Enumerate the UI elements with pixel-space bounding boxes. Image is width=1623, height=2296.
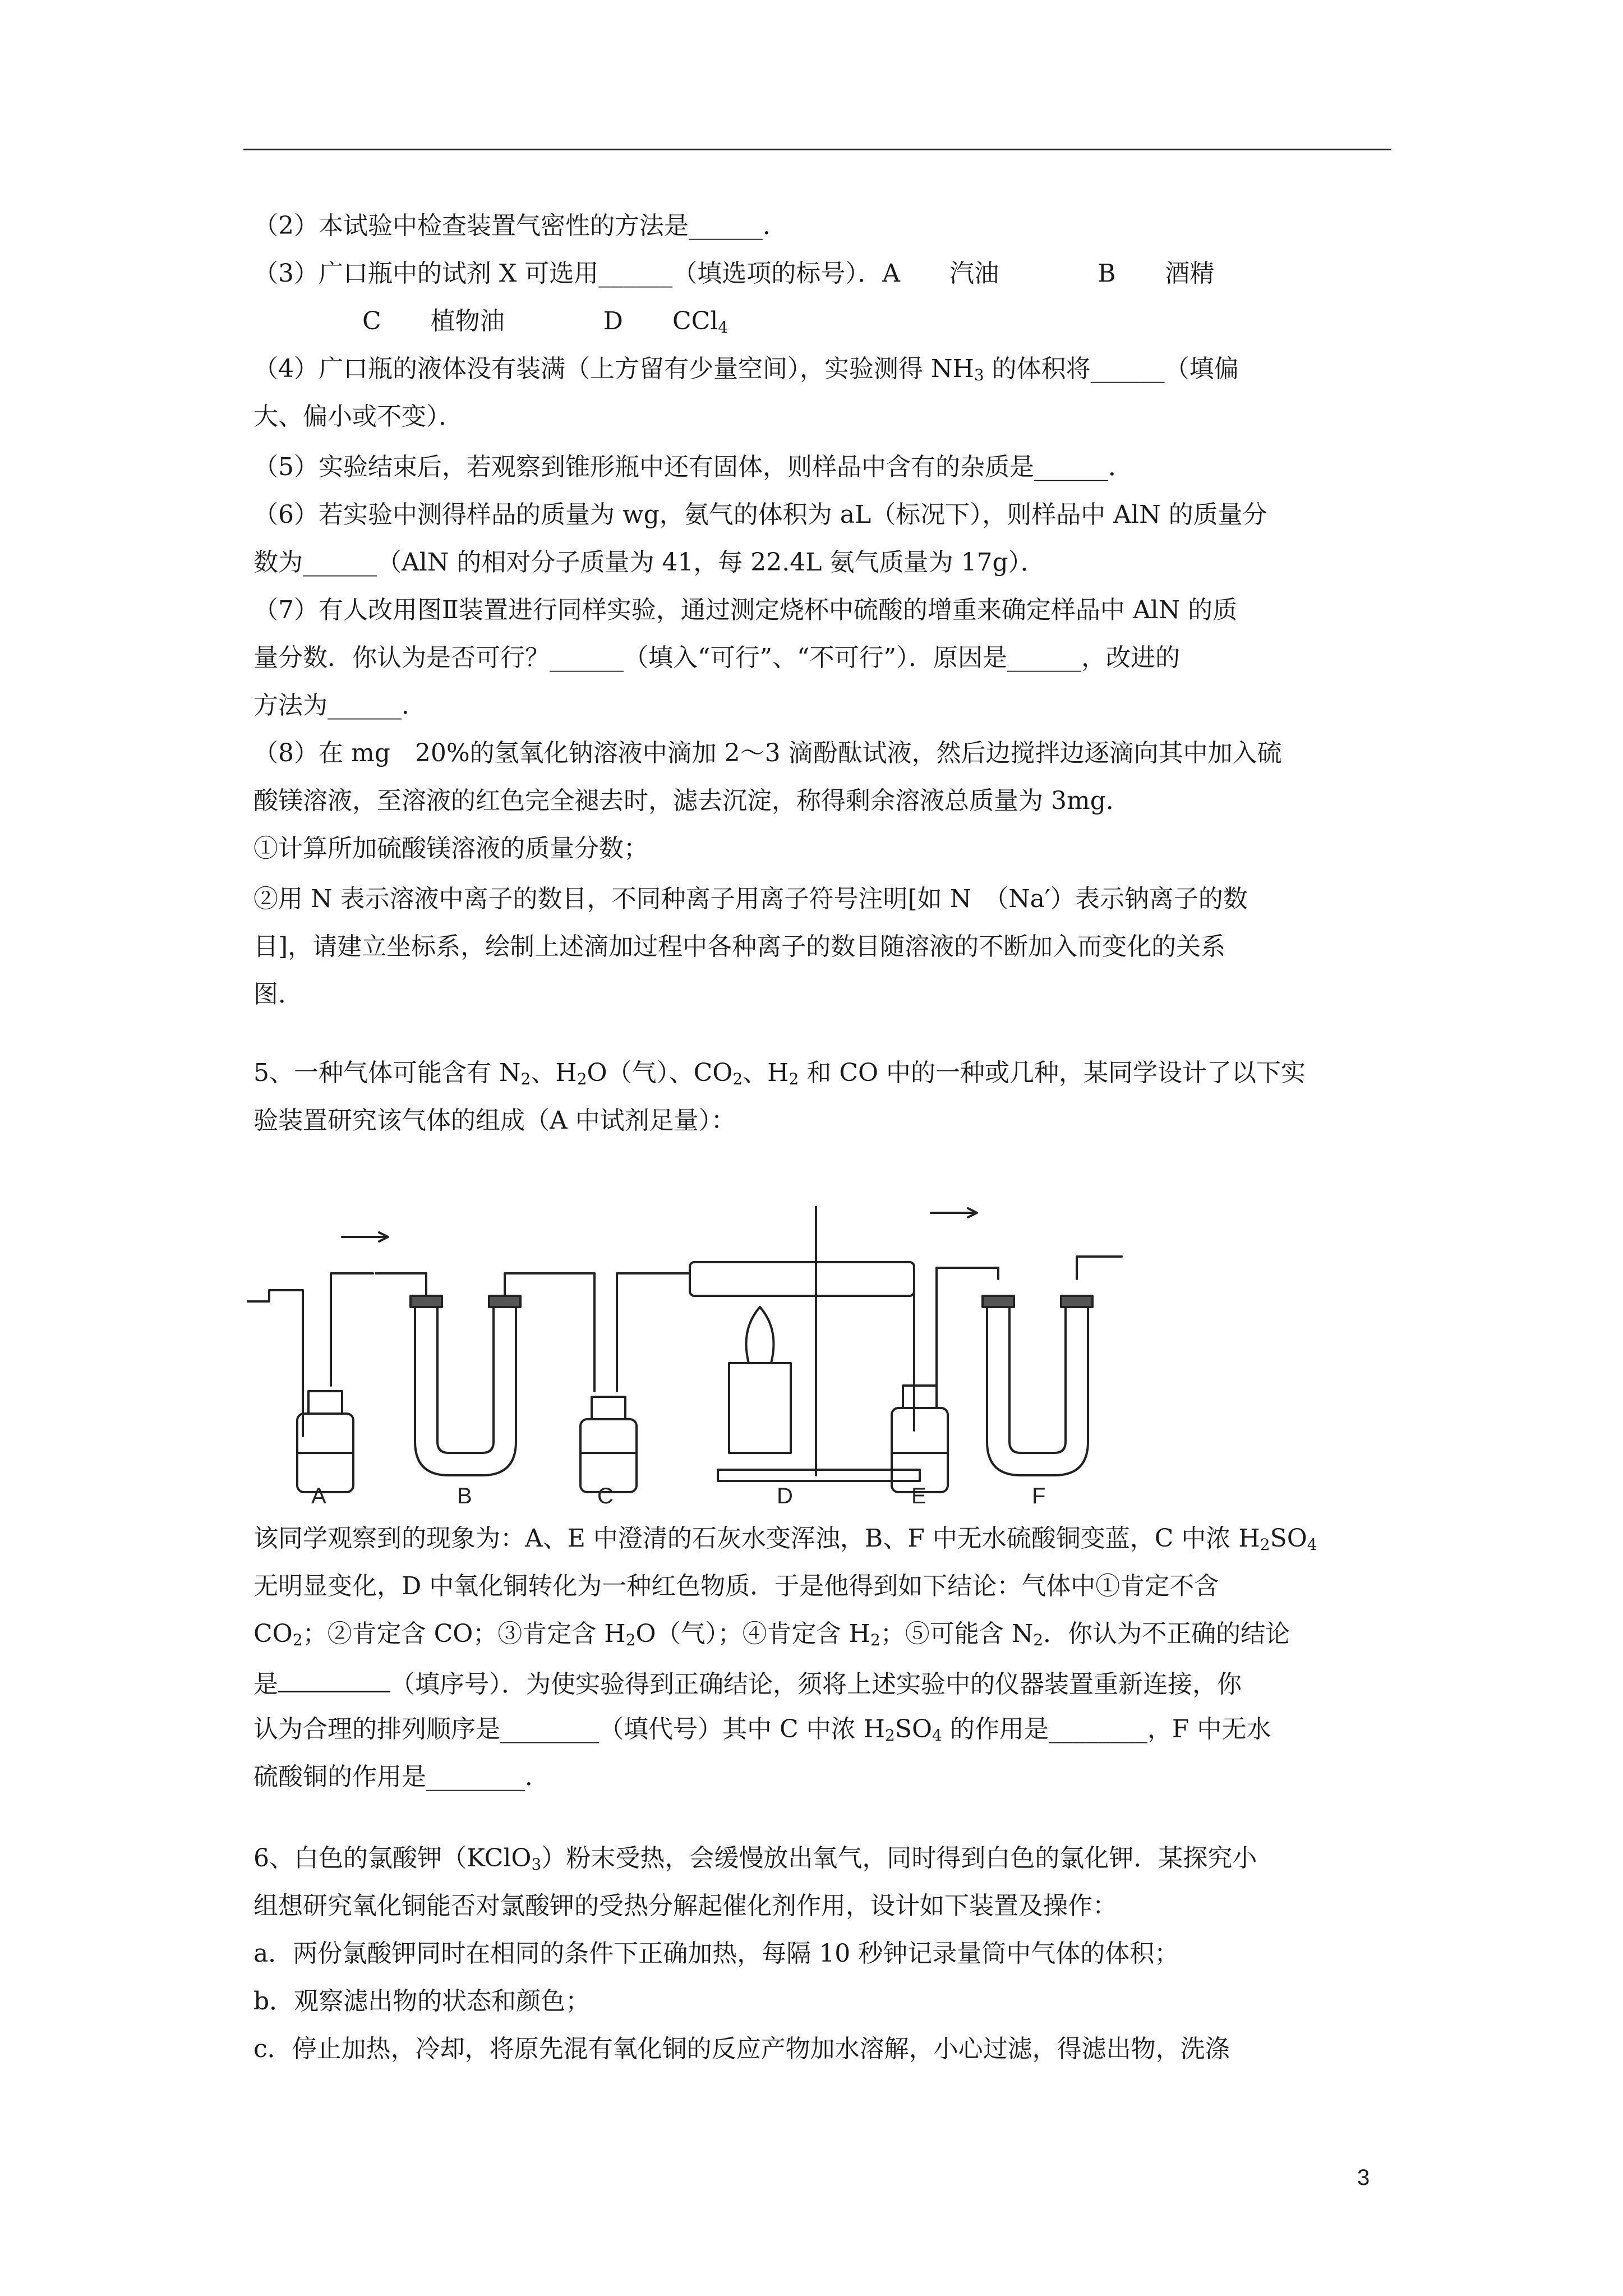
line-q8: （8）在 mg 20%的氢氧化钠溶液中滴加 2～3 滴酚酞试液，然后边搅拌边逐滴向其中加入硫 bbox=[253, 739, 1282, 767]
page-number: 3 bbox=[1357, 2165, 1370, 2190]
line-q3-options: C 植物油 D CCl$_4$ bbox=[362, 307, 728, 337]
line-q8-part1: ①计算所加硫酸镁溶液的质量分数； bbox=[253, 834, 648, 863]
observation-line-3: $CO_2$；②肯定含 CO；③肯定含 $H_2O$（气）；④肯定含 $H_2$；⑤可能含 $N_2$．你认为不正确的结论 bbox=[253, 1619, 1290, 1649]
step-b: b．观察滤出物的状态和颜色； bbox=[253, 1987, 591, 2016]
observation-line-4: 是 （填序号）．为使实验得到正确结论，须将上述实验中的仪器装置重新连接，你 bbox=[253, 1666, 1242, 1700]
line-q2: （2）本试验中检查装置气密性的方法是______． bbox=[253, 211, 787, 240]
label-a: A bbox=[311, 1484, 326, 1508]
line-q7-cont2: 方法为______． bbox=[253, 691, 426, 720]
label-d: D bbox=[777, 1484, 793, 1508]
line-q8-part2-cont: 目]，请建立坐标系，绘制上述滴加过程中各种离子的数目随溶液的不断加入而变化的关系 bbox=[253, 932, 1226, 961]
observation-line-5: 认为合理的排列顺序是________（填代号）其中 C 中浓 $H_2SO_4$ 的作用是________，F 中无水 bbox=[253, 1715, 1271, 1745]
bottle-c bbox=[580, 1273, 690, 1492]
u-tube-f bbox=[976, 1257, 1122, 1475]
step-c: c．停止加热，冷却，将原先混有氧化铜的反应产物加水溶解，小心过滤，得滤出物，洗涤 bbox=[253, 2035, 1230, 2063]
bottle-a bbox=[247, 1273, 373, 1492]
line-q5: （5）实验结束后，若观察到锥形瓶中还有固体，则样品中含有的杂质是______． bbox=[253, 453, 1133, 481]
answer-blank[interactable] bbox=[278, 1666, 390, 1692]
observation-line-1: 该同学观察到的现象为：A、E 中澄清的石灰水变浑浊，B、F 中无水硫酸铜变蓝，C 中浓 $H_2SO_4$ bbox=[253, 1524, 1317, 1554]
line-q6: （6）若实验中测得样品的质量为 wg，氨气的体积为 aL（标况下），则样品中 AlN 的质量分 bbox=[253, 500, 1267, 529]
u-tube-b bbox=[376, 1273, 594, 1475]
line-q8-part2: ②用 N 表示溶液中离子的数目，不同种离子用离子符号注明[如 N （Na′）表示钠离子的数 bbox=[253, 885, 1248, 913]
combustion-tube-d bbox=[690, 1206, 920, 1481]
header-rule bbox=[243, 149, 1391, 150]
line-q6-cont: 数为______（AlN 的相对分子质量为 41，每 22.4L 氨气质量为 17g）． bbox=[253, 548, 1045, 577]
label-b: B bbox=[457, 1484, 472, 1508]
question-5-title-cont: 验装置研究该气体的组成（A 中试剂足量）： bbox=[253, 1106, 736, 1135]
line-q7-cont: 量分数．你认为是否可行？______（填入“可行”、“不可行”）．原因是______，改进的 bbox=[253, 643, 1180, 672]
step-a: a．两份氯酸钾同时在相同的条件下正确加热，每隔 10 秒钟记录量筒中气体的体积； bbox=[253, 1939, 1179, 1968]
label-f: F bbox=[1032, 1484, 1046, 1508]
gas-apparatus-diagram bbox=[247, 1206, 1245, 1509]
label-c: C bbox=[597, 1484, 614, 1508]
line-q7: （7）有人改用图Ⅱ装置进行同样实验，通过测定烧杯中硫酸的增重来确定样品中 AlN 的质 bbox=[253, 596, 1238, 624]
line-q3: （3）广口瓶中的试剂 X 可选用______（填选项的标号）．A 汽油 B 酒精 bbox=[253, 259, 1215, 288]
observation-line-6: 硫酸铜的作用是________． bbox=[253, 1763, 550, 1791]
line-q8-part2-cont2: 图． bbox=[253, 980, 303, 1009]
question-6-title-cont: 组想研究氧化铜能否对氯酸钾的受热分解起催化剂作用，设计如下装置及操作： bbox=[253, 1892, 1117, 1920]
line-q4: （4）广口瓶的液体没有装满（上方留有少量空间），实验测得 $NH_3$ 的体积将______（填偏 bbox=[253, 355, 1239, 384]
label-e: E bbox=[911, 1484, 926, 1508]
question-6-title: 6、白色的氯酸钾（KClO$_3$）粉末受热，会缓慢放出氧气，同时得到白色的氯化钾．某探究小 bbox=[253, 1844, 1257, 1874]
line-q4-cont: 大、偏小或不变）． bbox=[253, 402, 463, 431]
observation-line-2: 无明显变化，D 中氧化铜转化为一种红色物质．于是他得到如下结论：气体中①肯定不含 bbox=[253, 1572, 1219, 1600]
question-5-title: 5、一种气体可能含有 $N_2$、$H_2O$（气）、$CO_2$、$H_2$ 和 CO 中的一种或几种，某同学设计了以下实 bbox=[253, 1059, 1306, 1088]
line-q8-cont: 酸镁溶液，至溶液的红色完全褪去时，滤去沉淀，称得剩余溶液总质量为 3mg． bbox=[253, 786, 1131, 815]
bottle-e bbox=[892, 1268, 976, 1492]
